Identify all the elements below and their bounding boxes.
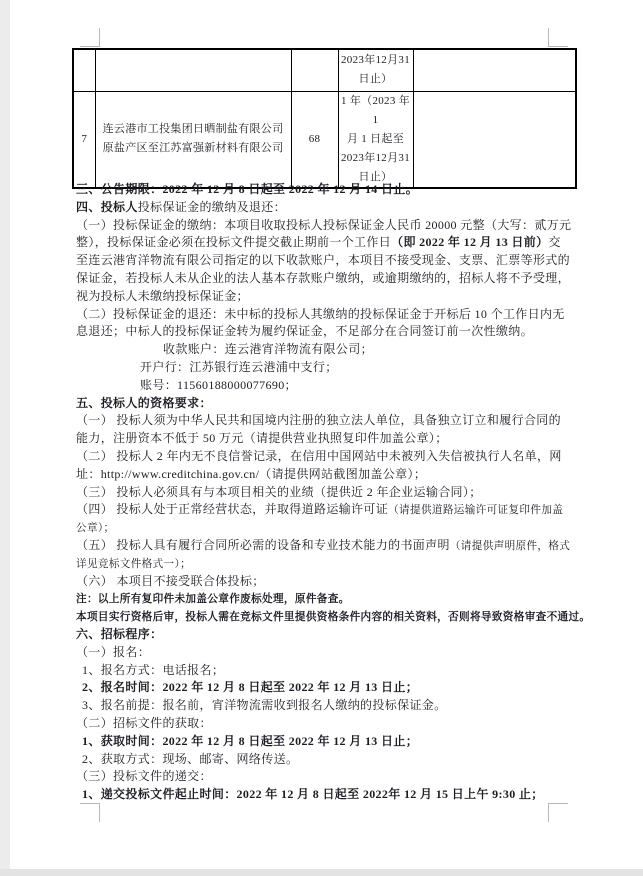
text-line [76,448,568,466]
text-segment: （三）投标文件的递交： [76,769,212,784]
crop-mark-top-right-v [548,28,549,47]
table-cell-line: 68 [308,132,321,145]
text-segment: 至连云港宵洋物流有限公司指定的以下收款账户，本项目不接受现金、支票、汇票等形式的 [76,253,571,268]
text-line [76,466,568,484]
text-segment: 保证金，若投标人未从企业的法人基本存款账户缴纳，或逾期缴纳的，招标人将不予受理， [76,270,571,285]
text-segment: 开户行：江苏银行连云港浦中支行； [140,359,338,374]
text-line [76,608,591,626]
table-cell-line: 日止） [358,73,393,86]
text-line [76,519,568,537]
table-cell-line: 7 [81,132,88,145]
window-background-left [0,0,10,869]
text-line [76,341,568,359]
text-segment: 公章）； [76,523,115,535]
text-line [76,786,568,804]
crop-mark-bottom-left-v [99,803,100,822]
text-line [76,359,568,377]
text-line [76,768,568,786]
table-cell-line: 连云港市工投集团日晒制盐有限公司 [102,123,284,135]
table-cell [291,49,338,91]
document-body [76,181,591,804]
text-line [76,306,568,324]
text-line [76,590,568,608]
text-segment: （三） 投标人必须具有与本项目相关的业绩（提供近 2 年企业运输合同）； [76,484,482,499]
text-segment: （二）投标保证金的退还：未中标的投标人其缴纳的投标保证金于开标后 10 个工作日内无 [76,306,565,321]
text-line [76,733,568,751]
window-background-bottom [0,869,643,876]
table-cell [291,91,338,188]
table-row [73,91,576,188]
text-segment: （请提供声明原件，格式 [449,540,571,552]
table-cell-line: 2023年12月31 [341,151,410,164]
table-cell [73,49,95,91]
text-segment: （六） 本项目不接受联合体投标； [76,573,265,588]
table-cell [338,49,413,91]
text-segment: 2、报名时间：2022 年 12 月 8 日起至 2022 年 12 月 13 日止； [82,680,419,695]
text-line [76,573,568,591]
text-segment: 注：以上所有复印件未加盖公章作废标处理，原件备查。 [76,594,350,606]
text-line [76,537,571,555]
text-line [76,751,568,769]
text-segment: 详见竞标文件格式一）； [76,558,192,570]
text-segment: 四、投标人 [76,199,138,214]
text-segment: 三、公告期限：2022 年 12 月 8 日起至 2022 年 12 月 14 日止。 [76,182,419,196]
text-segment: 整），投标保证金必须在投标文件提交截止期前一个工作日 [76,235,392,250]
text-segment: （请提供道路运输许可证复印件加盖 [388,505,564,517]
text-line [76,377,568,395]
text-segment: 3、报名前提：报名前，宵洋物流需收到报名人缴纳的投标保证金。 [82,698,447,713]
text-segment: （五） 投标人具有履行合同所必需的设备和专业技术能力的书面声明 [76,537,450,552]
text-segment: 2、获取方式：现场、邮寄、网络传送。 [82,751,299,766]
text-line [76,199,568,217]
table-row [73,49,576,91]
text-segment: 视为投标人未缴纳投标保证金； [76,288,249,303]
crop-mark-bottom-right-v [548,803,549,822]
text-segment: （二）招标文件的获取： [76,715,212,730]
text-segment: 1、获取时间：2022 年 12 月 8 日起至 2022 年 12 月 13 日止； [82,733,419,748]
table-cell-line: 1 年（2023 年 1 [341,94,410,126]
text-segment: 五、投标人的资格要求： [76,395,212,410]
text-line [76,217,572,235]
table-cell [413,91,576,188]
table-cell-line: 月 1 日起至 [346,132,405,145]
text-line [76,644,568,662]
text-segment: （即 2022 年 12 月 13 日前） [391,235,549,250]
table-cell [95,91,291,188]
text-line [76,288,568,306]
text-line [76,270,571,288]
text-line [76,501,568,519]
text-segment: 收款账户：连云港宵洋物流有限公司； [163,342,373,357]
crop-mark-top-left-h [80,46,99,47]
text-segment: 1、递交投标文件起止时间：2022 年 12 月 8 日起至 2022年 12 月 15 日上午 9:30 止； [82,787,544,802]
text-line [76,252,571,270]
text-segment: 能力，注册资本不低于 50 万元（请提供营业执照复印件加盖公章）； [76,431,448,446]
table-cell [95,49,291,91]
text-line [76,234,568,252]
page [10,0,643,869]
text-line [76,181,568,199]
table-cell-line: 日止） [358,170,393,183]
table-cell-line: 原盐产区至江苏富强新材料有限公司 [102,142,284,154]
text-segment: （一） 投标人须为中华人民共和国境内注册的独立法人单位，具备独立订立和履行合同的 [76,413,562,428]
text-segment: （二） 投标人 2 年内无不良信誉记录，在信用中国网站中未被列入失信被执行人名单，网 [76,448,562,463]
document-table [72,48,577,189]
text-line [76,412,568,430]
text-segment: 1、报名方式：电话报名； [82,662,225,677]
text-segment: （一）投标保证金的缴纳：本项目收取投标人投标保证金人民币 20000 元整（大写：贰万元 [76,217,572,232]
table-cell [413,49,576,91]
text-line [76,626,568,644]
text-line [76,662,568,680]
text-segment: 投标保证金的缴纳及退还： [137,199,286,214]
text-segment: 账号：11560188000077690； [140,377,297,392]
text-line [76,430,568,448]
table-cell [73,91,95,188]
crop-mark-top-right-h [549,46,568,47]
text-segment: 六、招标程序： [76,626,163,641]
text-line [76,679,568,697]
table-body [73,49,576,188]
text-segment: （一）报名： [76,644,151,659]
text-line [76,323,568,341]
text-line [76,484,568,502]
text-line [76,555,568,573]
table-cell [338,91,413,188]
text-segment: 交 [548,235,561,250]
text-segment: 址：http://www.creditchina.gov.cn/（请提供网站截图加盖公章）； [76,466,427,481]
text-line [76,697,568,715]
text-segment: 本项目实行资格后审，投标人需在竞标文件里提供资格条件内容的相关资料，否则将导致资格审查不通过。 [76,612,591,624]
text-segment: （四） 投标人处于正常经营状态，并取得道路运输许可证 [76,502,389,517]
text-line [76,395,568,413]
text-segment: 息退还；中标人的投标保证金转为履约保证金，不足部分在合同签订前一次性缴纳。 [76,324,533,339]
text-line [76,715,568,733]
table-cell-line: 2023年12月31 [341,54,410,67]
crop-mark-top-left-v [99,28,100,47]
